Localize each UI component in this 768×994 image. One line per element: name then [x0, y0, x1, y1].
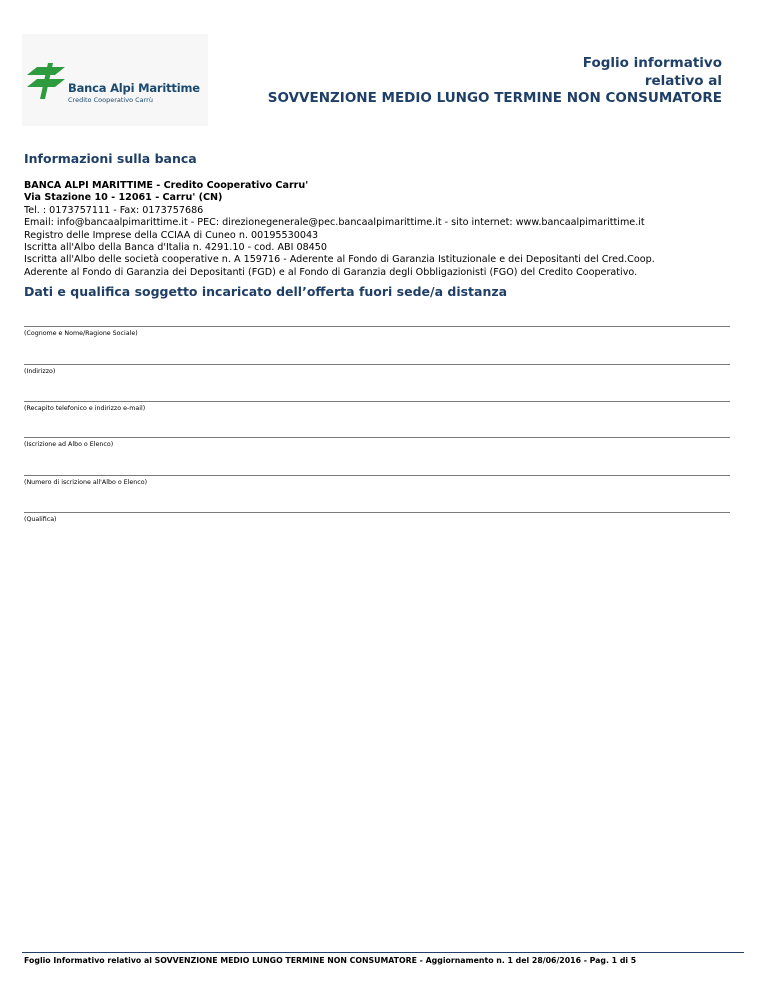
field-line	[24, 437, 730, 438]
bank-info-block	[24, 180, 655, 279]
agent-qualification-field[interactable]	[24, 512, 730, 523]
field-label: (Iscrizione ad Albo o Elenco)	[24, 441, 114, 448]
agent-name-field[interactable]	[24, 326, 730, 337]
field-label: (Qualifica)	[24, 516, 57, 523]
document-title	[268, 55, 722, 108]
field-line	[24, 475, 730, 476]
agent-address-field[interactable]	[24, 364, 730, 375]
agent-registration-field[interactable]	[24, 437, 730, 448]
bank-email-line: Email: info@bancaalpimarittime.it - PEC: direzionegenerale@pec.bancaalpimarittime.it - sito internet: www.bancaalpimarittime.it	[24, 217, 645, 229]
bank-coop-line: Iscritta all'Albo delle società cooperative n. A 159716 - Aderente al Fondo di Garanzia Istituzionale e dei Depositanti del Cred.Coop.	[24, 254, 655, 266]
footer-divider	[22, 952, 744, 953]
agent-section-heading: Dati e qualifica soggetto incaricato dell’offerta fuori sede/a distanza	[24, 284, 508, 299]
field-label: (Numero di iscrizione all'Albo o Elenco)	[24, 479, 148, 486]
bank-albo-line: Iscritta all'Albo della Banca d'Italia n. 4291.10 - cod. ABI 08450	[24, 242, 327, 254]
field-line	[24, 326, 730, 327]
logo-bank-name: Banca Alpi Marittime	[68, 81, 200, 95]
field-line	[24, 364, 730, 365]
bank-guarantee-line: Aderente al Fondo di Garanzia dei Depositanti (FGD) e al Fondo di Garanzia degli Obbligazionisti (FGO) del Credito Cooperativo.	[24, 266, 638, 278]
field-line	[24, 512, 730, 513]
title-line-1: Foglio informativo	[582, 55, 722, 71]
field-label: (Recapito telefonico e indirizzo e-mail)	[24, 405, 146, 412]
title-line-3: SOVVENZIONE MEDIO LUNGO TERMINE NON CONSUMATORE	[267, 90, 722, 106]
bank-phone-line: Tel. : 0173757111 - Fax: 0173757686	[24, 204, 204, 216]
bank-registry-line: Registro delle Imprese della CCIAA di Cuneo n. 00195530043	[24, 229, 319, 241]
page-footer: Foglio Informativo relativo al SOVVENZIONE MEDIO LUNGO TERMINE NON CONSUMATORE - Aggiornamento n. 1 del 28/06/2016 - Pag. 1 di 5	[24, 956, 637, 965]
bank-logo	[22, 34, 208, 126]
agent-registration-number-field[interactable]	[24, 475, 730, 486]
field-label: (Cognome e Nome/Ragione Sociale)	[24, 330, 138, 337]
field-label: (Indirizzo)	[24, 368, 56, 375]
field-line	[24, 401, 730, 402]
bank-address-line: Via Stazione 10 - 12061 - Carru' (CN)	[24, 192, 223, 204]
bank-info-heading: Informazioni sulla banca	[24, 151, 197, 166]
bank-logo-icon	[25, 61, 67, 101]
title-line-2: relativo al	[644, 72, 722, 89]
agent-contact-field[interactable]	[24, 401, 730, 412]
logo-tagline: Credito Cooperativo Carrù	[68, 96, 153, 104]
bank-name-line: BANCA ALPI MARITTIME - Credito Cooperativo Carru'	[24, 180, 309, 191]
